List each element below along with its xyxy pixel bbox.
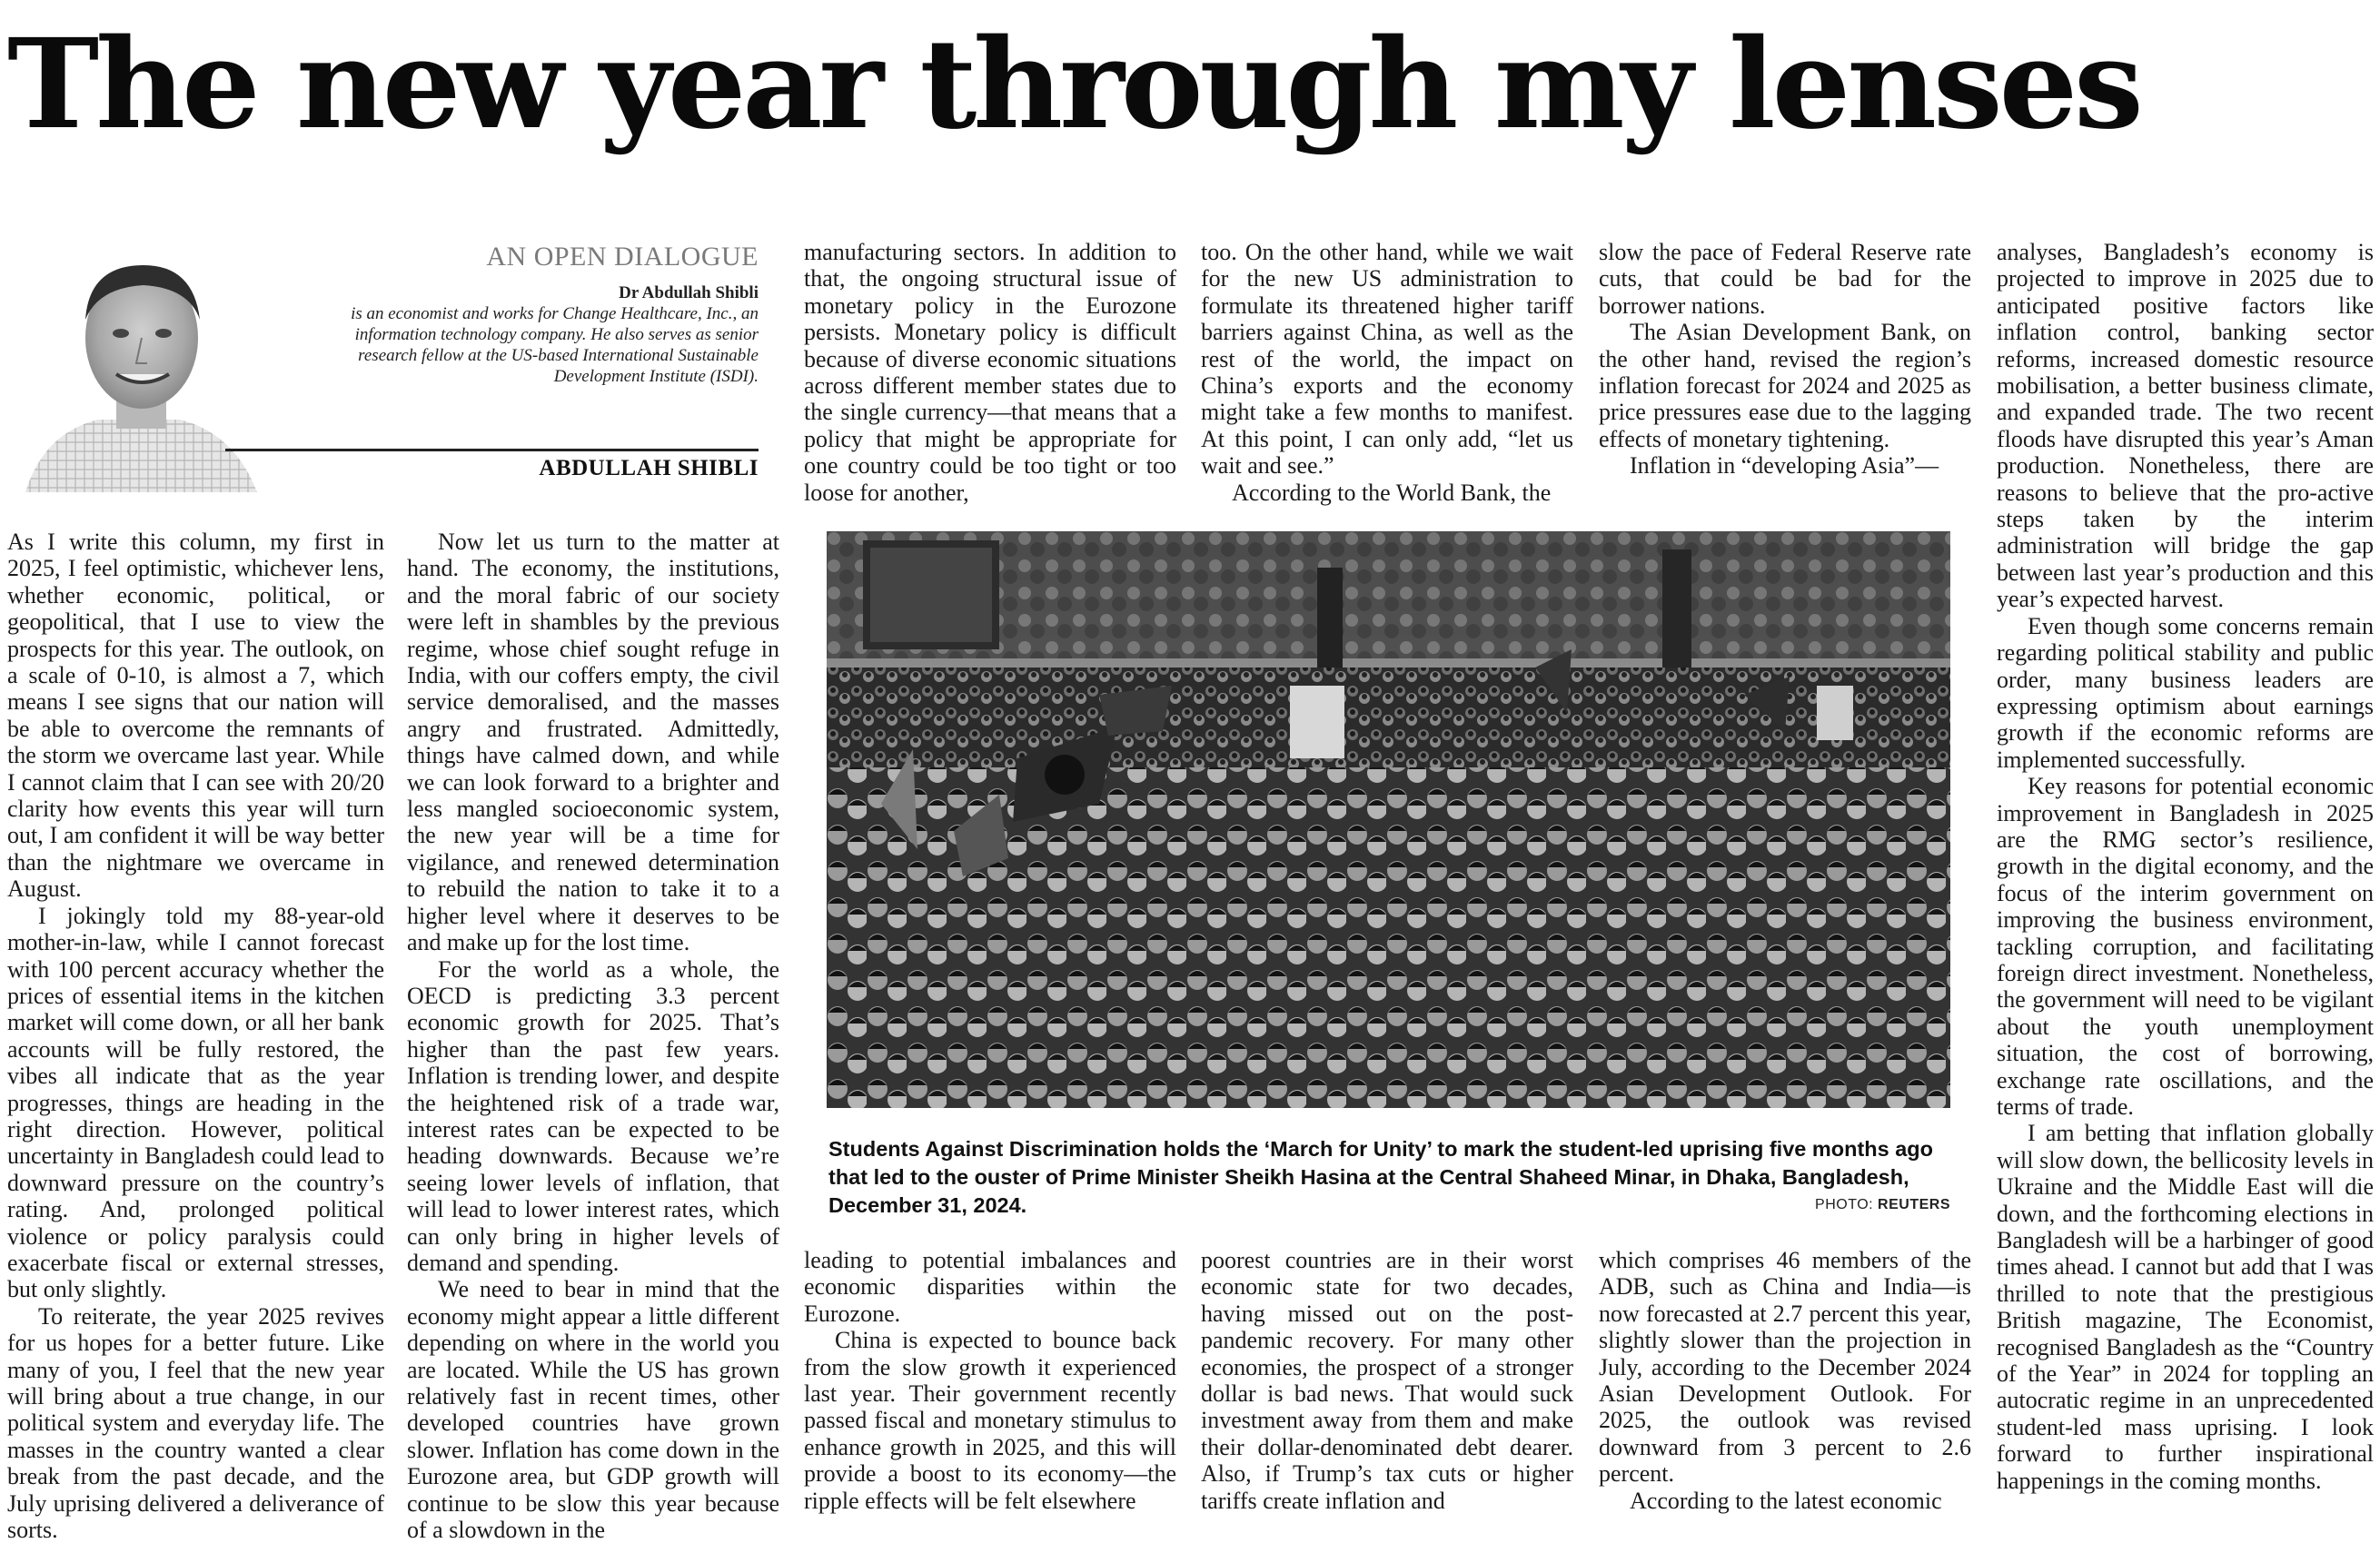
paragraph: which comprises 46 members of the ADB, such as China and India—is now forecasted at 2.7 percent this year, slightly slower than the projection in July, according to the December 2024 Asian Development Outlook. For 2025, the outlook was revised downward from 3 percent to 2.6 percent.: [1599, 1247, 1971, 1488]
paragraph: I jokingly told my 88-year-old mother-in-law, while I cannot forecast with 100 percent accuracy whether the prices of essential items in the kitchen market will come down, or all her bank accounts will be fully restored, the vibes all indicate that as the year progresses, things are heading in the right direction. However, political uncertainty in Bangladesh could lead to downward pressure on the country’s rating. And, prolonged political violence or policy paralysis could exacerbate fiscal or external stresses, but only slightly.: [7, 902, 384, 1303]
paragraph: I am betting that inflation globally will slow down, the bellicosity levels in Ukraine and the Middle East will die down, and the forthcoming elections in Bangladesh will be a harbinger of good times ahead. I cannot but add that I was thrilled to note that the prestigious British magazine, The Economist, recognised Bangladesh as the “Country of the Year” in 2024 for toppling an autocratic regime in an unprecedented student-led mass uprising. I look forward to further inspirational happenings in the coming months.: [1997, 1120, 2374, 1494]
paragraph: We need to bear in mind that the economy might appear a little different depending on where in the world you are located. While the US has grown relatively fast in recent times, other developed countries have grown slower. Inflation has come down in the Eurozone area, but GDP growth will continue to be slow this year because of a slowdown in the: [407, 1276, 779, 1543]
paragraph: Even though some concerns remain regarding political stability and public order, many business leaders are expressing optimism about earnings growth if the economic reforms are implemented successfully.: [1997, 612, 2374, 773]
paragraph: China is expected to bounce back from the slow growth it experienced last year. Their government recently passed fiscal and monetary stimulus to enhance growth in 2025, and this will provide a boost to its economy—the ripple effects will be felt elsewhere: [804, 1327, 1176, 1514]
column-3-bottom: [804, 1247, 1176, 1518]
paragraph: Now let us turn to the matter at hand. The economy, the institutions, and the moral fabric of our society were left in shambles by the previous regime, whose chief sought refuge in India, with our coffers empty, the civil service demoralised, and the masses angry and frustrated. Admittedly, things have calmed down, and while we can look forward to a brighter and less mangled socioeconomic system, the new year will be a time for vigilance, and renewed determination to rebuild the nation to take it to a higher level where it deserves to be and make up for the lost time.: [407, 529, 779, 956]
credit-source: REUTERS: [1878, 1197, 1950, 1212]
author-portrait: [7, 238, 271, 492]
credit-label: PHOTO:: [1815, 1197, 1874, 1212]
paragraph: leading to potential imbalances and economic disparities within the Eurozone.: [804, 1247, 1176, 1327]
paragraph: too. On the other hand, while we wait for the new US administration to formulate its threatened higher tariff barriers against China, as well as the rest of the world, the impact on China’s exports and the economy might take a few months to manifest. At this point, I can only add, “let us wait and see.”: [1201, 239, 1573, 480]
photo-credit: [1690, 1197, 1950, 1213]
paragraph: For the world as a whole, the OECD is predicting 3.3 percent economic growth for 2025. That’s higher than the past few years. Inflation is trending lower, and despite the heightened risk of a trade war, interest rates can be expected to be heading downwards. Because we’re seeing lower levels of inflation, that will lead to lower interest rates, which can only bring in higher levels of demand and spending.: [407, 955, 779, 1276]
paragraph: poorest countries are in their worst economic state for two decades, having missed out on the post-pandemic recovery. For many other economies, the prospect of a stronger dollar is bad news. That would suck investment away from them and make their dollar-denominated debt dearer. Also, if Trump’s tax cuts or higher tariffs create inflation and: [1201, 1247, 1573, 1514]
headline: The new year through my lenses: [7, 12, 2140, 157]
paragraph: To reiterate, the year 2025 revives for us hopes for a better future. Like many of you, I feel that the new year will bring about a true change, in our political system and everyday life. The masses in the country wanted a clear break from the past decade, and the July uprising delivered a deliverance of sorts.: [7, 1302, 384, 1543]
paragraph: slow the pace of Federal Reserve rate cuts, that could be bad for the borrower nations.: [1599, 239, 1971, 319]
section-kicker: AN OPEN DIALOGUE: [486, 242, 759, 272]
paragraph: manufacturing sectors. In addition to that, the ongoing structural issue of monetary policy in the Eurozone persists. Monetary policy is difficult because of diverse economic situations across different member states due to the single currency—that means that a policy that might be appropriate for one country could be too tight or too loose for another,: [804, 239, 1176, 506]
column-4-bottom: [1201, 1247, 1573, 1518]
column-5-bottom: [1599, 1247, 1971, 1518]
paragraph: According to the latest economic: [1630, 1487, 1942, 1514]
news-photo: [827, 531, 1950, 1108]
column-1: [7, 529, 384, 1543]
column-6: [1997, 239, 2374, 1518]
column-4-top: [1201, 239, 1573, 511]
paragraph: Key reasons for potential economic improvement in Bangladesh in 2025 are the RMG sector’s resilience, growth in the digital economy, and the focus of the interim government on improving the business environment, tackling corruption, and facilitating foreign direct investment. Nonetheless, the government will need to be vigilant about the youth unemployment situation, the cost of borrowing, exchange rate oscillations, and the terms of trade.: [1997, 773, 2374, 1120]
column-2: [407, 529, 779, 1543]
paragraph: According to the World Bank, the: [1232, 479, 1552, 506]
byline-rule: [225, 449, 759, 451]
byline: ABDULLAH SHIBLI: [539, 456, 759, 480]
column-3-top: [804, 239, 1176, 511]
column-5-top: [1599, 239, 1971, 511]
paragraph: analyses, Bangladesh’s economy is projected to improve in 2025 due to anticipated positive factors like inflation control, banking sector reforms, increased domestic resource mobilisation, a better business climate, and expanded trade. The two recent floods have disrupted this year’s Aman production. Nonetheless, there are reasons to believe that the pro-active steps taken by the interim administration will bridge the gap between last year’s production and this year’s expected harvest.: [1997, 239, 2374, 613]
paragraph: Inflation in “developing Asia”—: [1630, 452, 1939, 480]
photo-caption: Students Against Discrimination holds the ‘March for Unity’ to mark the student-led uprising five months ago that led to the ouster of Prime Minister Sheikh Hasina at the Central Shaheed Minar, in Dhaka, Bangladesh, December 31, 2024.: [828, 1137, 1934, 1217]
author-bio: is an economist and works for Change Healthcare, Inc., an information technology company. He also serves as senior research fellow at the US-based International Sustainable Development Institute (ISDI).: [351, 304, 759, 386]
paragraph: The Asian Development Bank, on the other hand, revised the region’s inflation forecast for 2024 and 2025 as price pressures ease due to the lagging effects of monetary tightening.: [1599, 319, 1971, 452]
author-name: Dr Abdullah Shibli: [619, 283, 759, 302]
paragraph: As I write this column, my first in 2025, I feel optimistic, whichever lens, whether economic, political, or geopolitical, that I use to view the prospects for this year. The outlook, on a scale of 0-10, is almost a 7, which means I see signs that our nation will be able to overcome the remnants of the storm we overcame last year. While I cannot claim that I can see with 20/20 clarity how events this year will turn out, I am confident it will be way better than the nightmare we overcame in August.: [7, 529, 384, 903]
